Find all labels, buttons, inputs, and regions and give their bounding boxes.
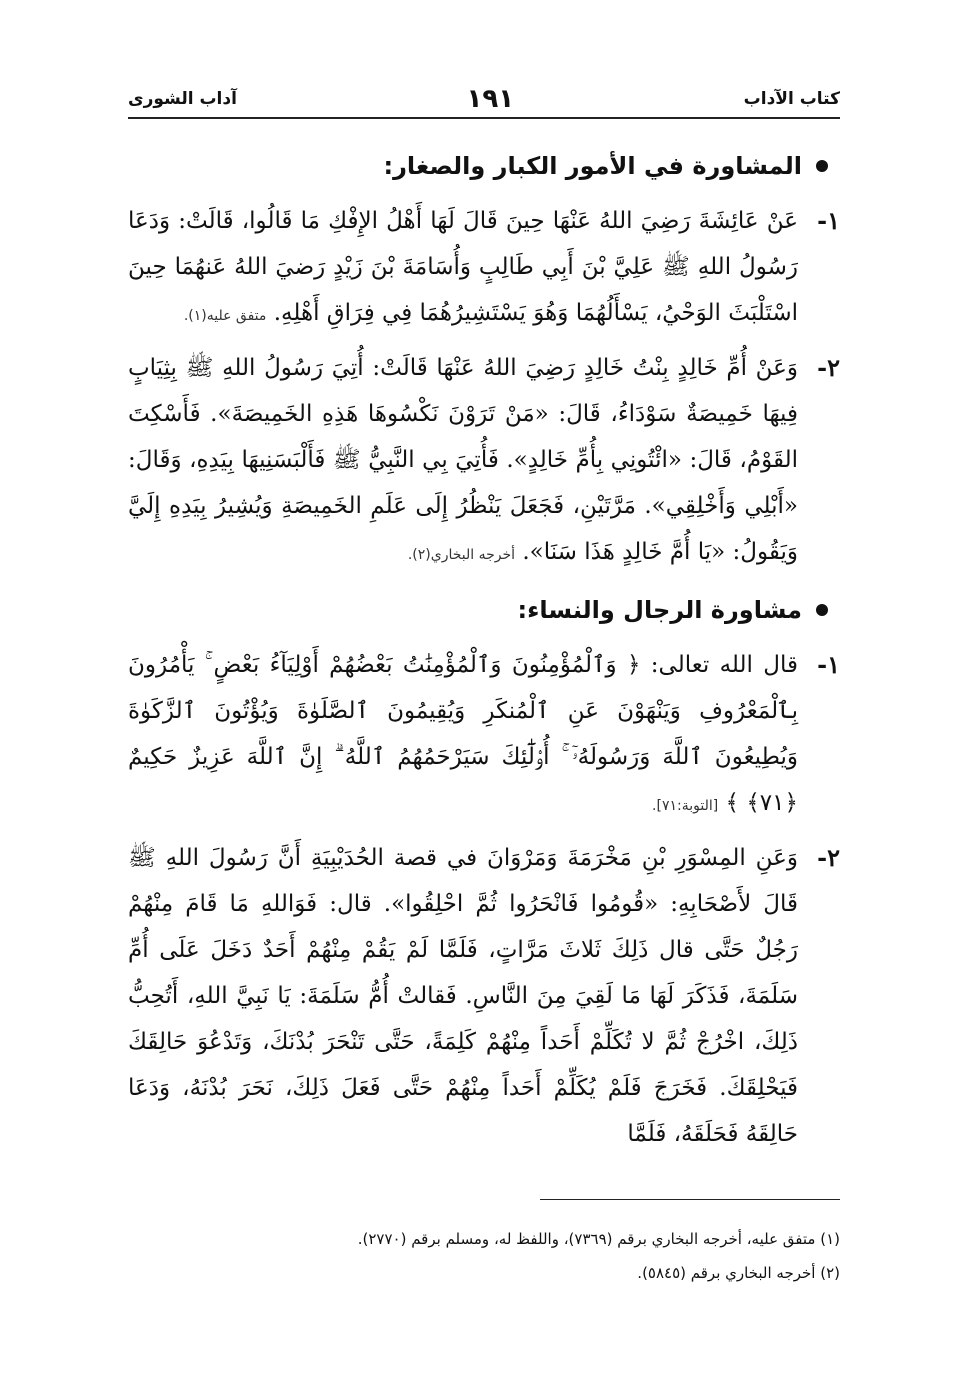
page-number: ١٩١	[466, 84, 515, 114]
hadith-item	[128, 345, 840, 578]
quran-item	[128, 642, 840, 829]
hadith-body: وَعَنْ أُمِّ خَالِدٍ بِنْتُ خَالِدٍ رَضِيَ اللهُ عَنْهَا قَالَتْ: أُتِيَ رَسُولُ اللهِ ﷺ بِثِيَابٍ فِيهَا خَمِيصَةٌ سَوْدَاءُ، قَالَ: «مَنْ تَرَوْنَ نَكْسُوهَا هَذِهِ الخَمِيصَةَ». فَأَسْكِتَ القَوْمُ، قَالَ: «ائْتُونِي بِأُمِّ خَالِدٍ». فَأُتِيَ بِي النَّبِيُّ ﷺ فَأَلْبَسَنِيهَا بِيَدِهِ، وَقَالَ: «أَبْلِي وَأَخْلِقِي». مَرَّتَيْنِ، فَجَعَلَ يَنْظُرُ إِلَى عَلَمِ الخَمِيصَةِ وَيُشِيرُ بِيَدِهِ إِلَيَّ وَيَقُولُ: «يَا أُمَّ خَالِدٍ هَذَا سَنَا».	[128, 355, 798, 565]
hadith-body: وَعَنِ المِسْوَرِ بْنِ مَخْرَمَةَ وَمَرْوَانَ في قصة الحُدَيْبِيَةِ أَنَّ رَسُولَ اللهِ ﷺ قَالَ لأَصْحَابِهِ: «قُومُوا فَانْحَرُوا ثُمَّ احْلِقُوا». قال: فَوَاللهِ مَا قَامَ مِنْهُمْ رَجُلٌ حَتَّى قال ذَلِكَ ثَلاثَ مَرَّاتٍ، فَلَمَّا لَمْ يَقُمْ مِنْهُمْ أَحَدٌ دَخَلَ عَلَى أُمِّ سَلَمَةَ، فَذَكَرَ لَهَا مَا لَقِيَ مِنَ النَّاسِ. فَقالتْ أُمُّ سَلَمَةَ: يَا نَبِيَّ اللهِ، أَتُحِبُّ ذَلِكَ، اخْرُجْ ثُمَّ لا تُكَلِّمْ أَحَداً مِنْهُمْ كَلِمَةً، حَتَّى تَنْحَرَ بُدْنَكَ، وَتَدْعُوَ حَالِقَكَ فَيَحْلِقَكَ. فَخَرَجَ فَلَمْ يُكَلِّمْ أَحَداً مِنْهُمْ حَتَّى فَعَلَ ذَلِكَ، نَحَرَ بُدْنَهُ، وَدَعَا حَالِقَهُ فَحَلَقَهُ، فَلَمَّا	[128, 845, 798, 1147]
footnotes	[128, 1222, 840, 1290]
section-heading-text: المشاورة في الأمور الكبار والصغار:	[383, 152, 802, 180]
header-divider	[128, 117, 840, 119]
bullet-icon	[816, 604, 828, 616]
quran-text	[128, 642, 798, 829]
quran-verse: قال الله تعالى: ﴿ وَٱلْمُؤْمِنُونَ وَٱلْمُؤْمِنَٰتُ بَعْضُهُمْ أَوْلِيَآءُ بَعْضٍ ۚ يَأْمُرُونَ بِٱلْمَعْرُوفِ وَيَنْهَوْنَ عَنِ ٱلْمُنكَرِ وَيُقِيمُونَ ٱلصَّلَوٰةَ وَيُؤْتُونَ ٱلزَّكَوٰةَ وَيُطِيعُونَ ٱللَّهَ وَرَسُولَهُۥٓ ۚ أُو۟لَٰٓئِكَ سَيَرْحَمُهُمُ ٱللَّهُ ۗ إِنَّ ٱللَّهَ عَزِيزٌ حَكِيمٌ ﴿٧١﴾ ﴾	[128, 652, 798, 816]
hadith-item	[128, 835, 840, 1157]
hadith-body: عَنْ عَائِشَةَ رَضِيَ اللهُ عَنْهَا حِينَ قَالَ لَهَا أَهْلُ الإِفْكِ مَا قَالُوا، قَالَتْ: وَدَعَا رَسُولُ اللهِ ﷺ عَلِيَّ بْنَ أَبِي طَالِبٍ وَأُسَامَةَ بْنَ زَيْدٍ رَضيَ اللهُ عَنهُمَا حِينَ اسْتَلْبَثَ الوَحْيُ، يَسْأَلُهُمَا وَهُوَ يَسْتَشِيرُهُمَا فِي فِرَاقِ أَهْلِهِ.	[128, 208, 798, 326]
book-title: كتاب الآداب	[743, 89, 840, 109]
item-number: ٢-	[817, 353, 840, 382]
hadith-text	[128, 198, 798, 339]
hadith-text	[128, 345, 798, 578]
section-heading	[128, 584, 840, 636]
item-number: ١-	[817, 206, 840, 235]
bullet-icon	[816, 160, 828, 172]
verse-reference: [التوبة:٧١].	[652, 798, 719, 814]
footnote: (١) متفق عليه، أخرجه البخاري برقم (٧٣٦٩)، واللفظ له، ومسلم برقم (٢٧٧٠).	[357, 1230, 840, 1248]
item-number: ٢-	[817, 843, 840, 872]
footnote-divider	[540, 1199, 840, 1200]
section-heading	[128, 140, 840, 192]
section-heading-text: مشاورة الرجال والنساء:	[517, 596, 802, 624]
chapter-title: آداب الشورى	[128, 89, 237, 109]
hadith-source: أخرجه البخاري(٢).	[407, 547, 516, 563]
hadith-source: متفق عليه(١).	[183, 308, 267, 324]
item-number: ١-	[817, 650, 840, 679]
hadith-item	[128, 198, 840, 339]
page-body	[128, 140, 840, 1163]
footnote: (٢) أخرجه البخاري برقم (٥٨٤٥).	[637, 1264, 840, 1282]
page-header	[128, 84, 840, 114]
hadith-text	[128, 835, 798, 1157]
